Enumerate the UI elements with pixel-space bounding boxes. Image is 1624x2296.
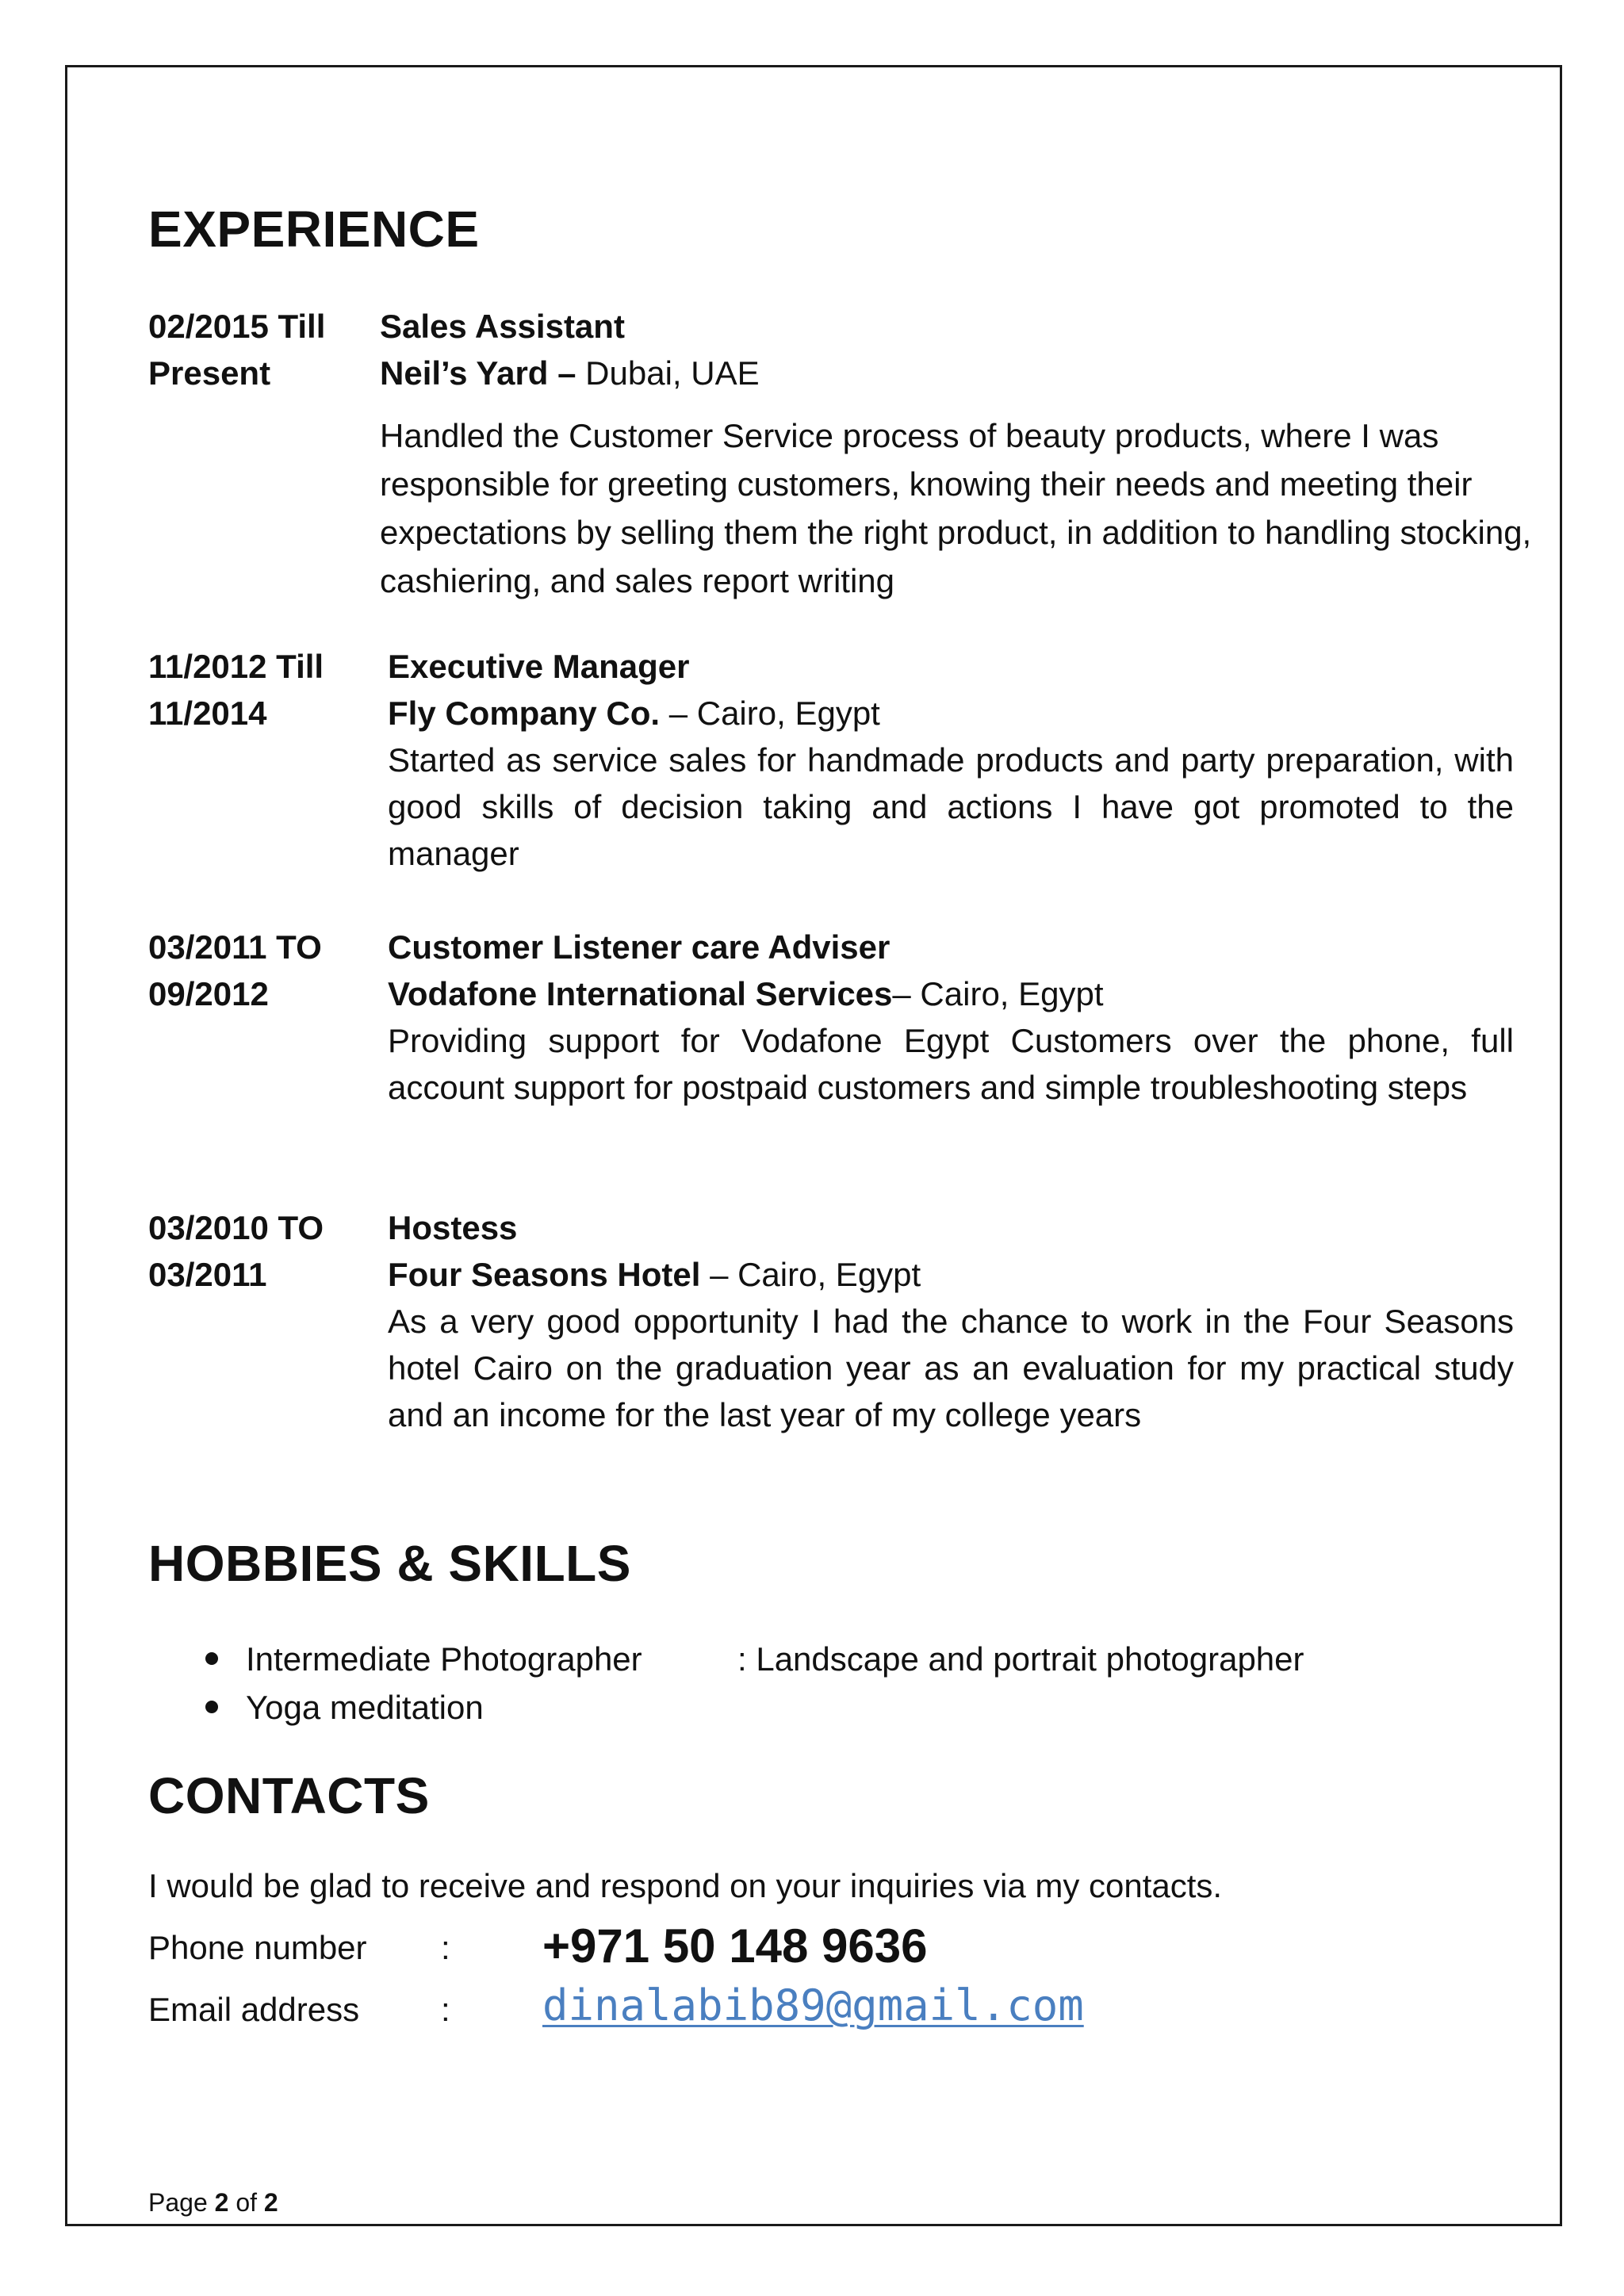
- job-title: Hostess: [388, 1209, 518, 1246]
- job-description: Providing support for Vodafone Egypt Customers over the phone, full account support for postpaid customers and simple troubleshooting steps: [388, 1022, 1514, 1106]
- job-date-end: 03/2011: [148, 1256, 267, 1293]
- email-link[interactable]: dinalabib89@gmail.com: [542, 1980, 1084, 2030]
- page-word: Page: [148, 2188, 215, 2217]
- page-footer: [148, 2188, 278, 2218]
- experience-heading: EXPERIENCE: [148, 201, 480, 258]
- email-label: Email address: [148, 1991, 360, 2028]
- job-date-start: 03/2011 TO: [148, 928, 322, 966]
- job-location: – Cairo, Egypt: [700, 1256, 921, 1293]
- job-date: [148, 643, 378, 737]
- phone-label: Phone number: [148, 1929, 367, 1966]
- job-location: – Cairo, Egypt: [892, 975, 1104, 1012]
- bullet-icon: [205, 1652, 218, 1665]
- job-company-line: [388, 1251, 1514, 1298]
- page-total: 2: [263, 2188, 278, 2217]
- job-location: Dubai, UAE: [576, 354, 760, 392]
- job-company: Fly Company Co.: [388, 695, 661, 732]
- job-date-end: 11/2014: [148, 695, 267, 732]
- job-location: – Cairo, Egypt: [660, 695, 880, 732]
- job-description: Started as service sales for handmade products and party preparation, with good skills of decision taking and actions I have got promoted to the manager: [388, 741, 1514, 872]
- job-date-start: 11/2012 Till: [148, 648, 324, 685]
- job-date: [148, 924, 378, 1017]
- job-company-line: [388, 690, 1514, 737]
- job-title: Sales Assistant: [380, 308, 625, 345]
- hobbies-heading: HOBBIES & SKILLS: [148, 1535, 631, 1592]
- skill-name: Yoga meditation: [246, 1689, 484, 1726]
- job-date: [148, 1204, 378, 1298]
- of-word: of: [228, 2188, 264, 2217]
- phone-number[interactable]: +971 50 148 9636: [542, 1919, 928, 1973]
- contacts-intro: I would be glad to receive and respond on your inquiries via my contacts.: [148, 1867, 1223, 1904]
- job-date-end: Present: [148, 354, 271, 392]
- job-description: Handled the Customer Service process of beauty products, where I was responsible for greeting customers, knowing their needs and meeting their expectations by selling them the right product, in addition to handling stocking, cashiering, and sales report writing: [380, 417, 1532, 599]
- job-details: [388, 924, 1514, 1111]
- job-date: [148, 303, 378, 396]
- job-details: [380, 303, 1569, 605]
- job-date-start: 03/2010 TO: [148, 1209, 324, 1246]
- skill-name: Intermediate Photographer: [246, 1640, 642, 1678]
- job-title: Executive Manager: [388, 648, 690, 685]
- email-colon: :: [441, 1991, 450, 2028]
- job-company: Neil’s Yard –: [380, 354, 576, 392]
- job-company-line: [380, 350, 1569, 396]
- bullet-icon: [205, 1701, 218, 1713]
- job-title: Customer Listener care Adviser: [388, 928, 891, 966]
- job-company: Vodafone International Services: [388, 975, 893, 1012]
- phone-row: [148, 1919, 1338, 1982]
- contacts-heading: CONTACTS: [148, 1767, 430, 1824]
- phone-colon: :: [441, 1929, 450, 1966]
- job-company: Four Seasons Hotel: [388, 1256, 701, 1293]
- job-details: [388, 1204, 1514, 1438]
- job-company-line: [388, 970, 1514, 1017]
- job-description: As a very good opportunity I had the chance to work in the Four Seasons hotel Cairo on the graduation year as an evaluation for my practical study and an income for the last year of my college years: [388, 1303, 1514, 1433]
- job-details: [388, 643, 1514, 877]
- job-date-start: 02/2015 Till: [148, 308, 326, 345]
- job-date-end: 09/2012: [148, 975, 269, 1012]
- skill-detail: : Landscape and portrait photographer: [737, 1640, 1304, 1678]
- page-current: 2: [214, 2188, 229, 2217]
- email-row: [148, 1980, 1338, 2044]
